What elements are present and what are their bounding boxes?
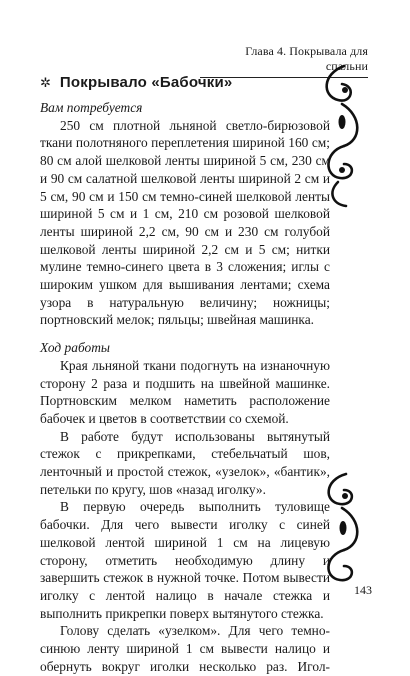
- page-number: 143: [354, 583, 372, 597]
- flower-bullet-icon: ✲: [40, 75, 51, 90]
- procedure-heading: Ход работы: [40, 340, 110, 356]
- page-body: [40, 99, 330, 676]
- procedure-paragraph: В первую очередь выполнить туловище бабочки. Для чего вывести иголку с синей шелковой лентой шириной 1 см на лицевую сторону, отметить необходимую длину и завершить стежок в нужной точке. Потом вывести иголку с лентой налицо в начале стежка и выполнить прикрепки поверх вытянутого стежка.: [40, 499, 330, 621]
- materials-heading: Вам потребуется: [40, 100, 143, 115]
- procedure-paragraph: Голову сделать «узелком». Для чего темно-синюю ленту шириной 1 см вывести налицо и обернуть вокруг иголки несколько раз. Игол-: [40, 623, 330, 674]
- materials-list: 250 см плотной льняной светло-бирюзовой ткани полотняного переплетения шириной 160 см; 80 см алой шелковой ленты шириной 5 см, 230 см и 90 см салатной шелковой ленты шириной 2 см и 5 см, 90 см и 150 см темно-синей шелковой ленты шириной 5 см и 1 см, 210 см розовой шелковой ленты шириной 2,2 см, 90 см и 230 см голубой шелковой ленты шириной 2,2 см и 5 см; нитки мулине темно-синего цвета в 3 сложения; иглы с широким ушком для вышивания лентами; схема узора в натуральную величину; ножницы; портновский мелок; пяльцы; швейная машинка.: [40, 117, 330, 328]
- section-title: Покрывало «Бабочки»: [59, 74, 233, 91]
- running-header: Глава 4. Покрывала для спальни: [200, 44, 368, 78]
- procedure-paragraph: В работе будут использованы вытянутый стежок с прикрепками, стебельчатый шов, ленточный и простой стежок, «узелок», «бантик», петельки по кругу, шов «назад иголку».: [40, 428, 330, 497]
- section-title-row: [40, 74, 232, 91]
- procedure-paragraph: Края льняной ткани подогнуть на изнаночную сторону 2 раза и подшить на швейной машинке. Портновским мелком наметить расположение бабочек и цветов в соответствии со схемой.: [40, 357, 330, 426]
